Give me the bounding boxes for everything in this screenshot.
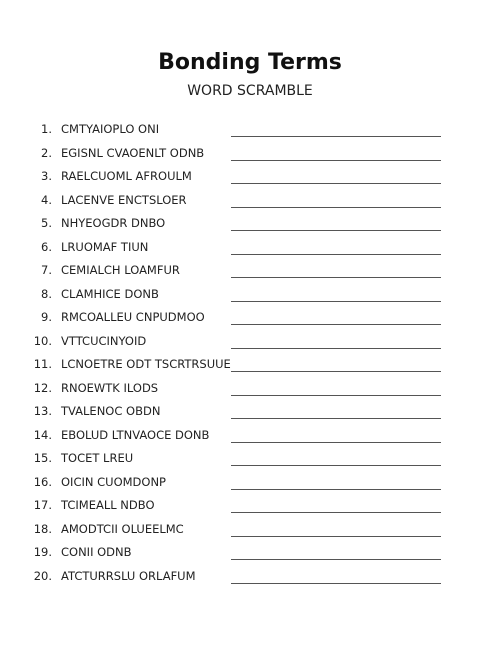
scrambled-word: CONII ODNB xyxy=(61,545,132,559)
list-item xyxy=(0,117,500,141)
scrambled-word: TCIMEALL NDBO xyxy=(61,498,155,512)
item-number: 12. xyxy=(33,380,52,395)
answer-line[interactable] xyxy=(231,489,441,490)
scrambled-word: EGISNL CVAOENLT ODNB xyxy=(61,145,205,160)
scrambled-word: CLAMHICE DONB xyxy=(61,286,159,301)
item-number: 3. xyxy=(41,169,52,183)
answer-line[interactable] xyxy=(231,395,441,396)
answer-line[interactable] xyxy=(231,418,441,419)
item-number: 8. xyxy=(41,286,52,301)
scrambled-word: LACENVE ENCTSLOER xyxy=(61,192,187,207)
list-item xyxy=(0,352,500,376)
list-item xyxy=(0,305,500,329)
answer-line[interactable] xyxy=(231,324,441,325)
item-number: 19. xyxy=(33,545,52,559)
scrambled-word: EBOLUD LTNVAOCE DONB xyxy=(61,427,210,442)
item-number: 13. xyxy=(33,404,52,418)
item-number: 7. xyxy=(41,263,52,277)
list-item xyxy=(0,164,500,188)
item-number: 6. xyxy=(41,239,52,254)
answer-line[interactable] xyxy=(231,371,441,372)
scrambled-word: LRUOMAF TIUN xyxy=(61,239,149,254)
answer-line[interactable] xyxy=(231,536,441,537)
list-item xyxy=(0,493,500,517)
item-number: 17. xyxy=(33,498,52,512)
answer-line[interactable] xyxy=(231,136,441,137)
answer-line[interactable] xyxy=(231,277,441,278)
scrambled-word: RMCOALLEU CNPUDMOO xyxy=(61,310,205,324)
list-item xyxy=(0,399,500,423)
item-number: 4. xyxy=(41,192,52,207)
answer-line[interactable] xyxy=(231,512,441,513)
answer-line[interactable] xyxy=(231,230,441,231)
list-item xyxy=(0,141,500,165)
scrambled-word: CMTYAIOPLO ONI xyxy=(61,122,160,136)
list-item xyxy=(0,258,500,282)
list-item xyxy=(0,564,500,588)
list-item xyxy=(0,376,500,400)
list-item xyxy=(0,423,500,447)
item-number: 5. xyxy=(41,216,52,230)
list-item xyxy=(0,235,500,259)
answer-line[interactable] xyxy=(231,583,441,584)
item-number: 1. xyxy=(41,122,52,136)
page-subtitle: WORD SCRAMBLE xyxy=(187,83,313,99)
scramble-list xyxy=(0,117,500,587)
list-item xyxy=(0,470,500,494)
item-number: 9. xyxy=(41,310,52,324)
answer-line[interactable] xyxy=(231,183,441,184)
item-number: 11. xyxy=(33,357,52,371)
scrambled-word: ATCTURRSLU ORLAFUM xyxy=(61,568,196,583)
answer-line[interactable] xyxy=(231,442,441,443)
scrambled-word: CEMIALCH LOAMFUR xyxy=(61,263,180,277)
list-item xyxy=(0,211,500,235)
item-number: 2. xyxy=(41,145,52,160)
item-number: 10. xyxy=(33,333,52,348)
scrambled-word: LCNOETRE ODT TSCRTRSUUE xyxy=(61,357,231,371)
list-item xyxy=(0,329,500,353)
page-title: Bonding Terms xyxy=(158,50,342,75)
answer-line[interactable] xyxy=(231,207,441,208)
item-number: 15. xyxy=(33,451,52,465)
scrambled-word: TVALENOC OBDN xyxy=(61,404,161,418)
scrambled-word: OICIN CUOMDONP xyxy=(61,474,166,489)
scrambled-word: RNOEWTK ILODS xyxy=(61,380,159,395)
scrambled-word: VTTCUCINYOID xyxy=(61,333,147,348)
answer-line[interactable] xyxy=(231,254,441,255)
scrambled-word: TOCET LREU xyxy=(61,451,134,465)
item-number: 18. xyxy=(33,521,52,536)
answer-line[interactable] xyxy=(231,348,441,349)
item-number: 16. xyxy=(33,474,52,489)
list-item xyxy=(0,517,500,541)
answer-line[interactable] xyxy=(231,160,441,161)
item-number: 14. xyxy=(33,427,52,442)
answer-line[interactable] xyxy=(231,301,441,302)
list-item xyxy=(0,282,500,306)
scrambled-word: NHYEOGDR DNBO xyxy=(61,216,166,230)
scrambled-word: RAELCUOML AFROULM xyxy=(61,169,192,183)
answer-line[interactable] xyxy=(231,465,441,466)
item-number: 20. xyxy=(33,568,52,583)
list-item xyxy=(0,540,500,564)
list-item xyxy=(0,446,500,470)
answer-line[interactable] xyxy=(231,559,441,560)
scrambled-word: AMODTCII OLUEELMC xyxy=(61,521,184,536)
list-item xyxy=(0,188,500,212)
